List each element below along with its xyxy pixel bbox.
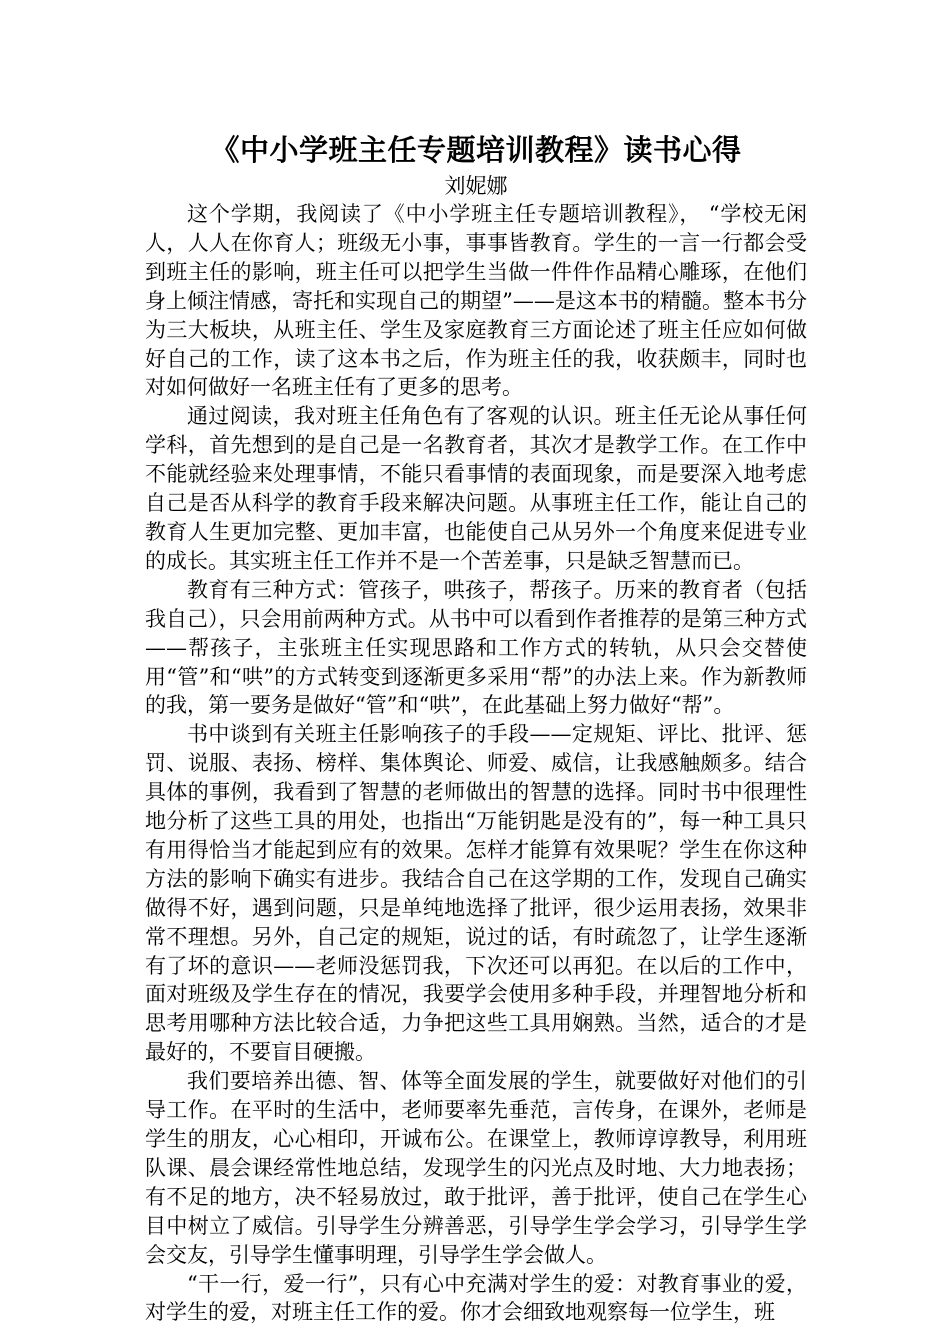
document-title: 《中小学班主任专题培训教程》读书心得	[210, 133, 742, 167]
body-paragraph-3: 教育有三种方式：管孩子，哄孩子，帮孩子。历来的教育者（包括我自己），只会用前两种方式。从书中可以看到作者推荐的是第三种方式——帮孩子，主张班主任实现思路和工作方式的转轨，从只会交替使用“管”和“哄”的方式转变到逐渐更多采用“帮”的办法上来。作为新教师的我，第一要务是做好“管”和“哄”，在此基础上努力做好“帮”。	[145, 577, 807, 718]
document-page	[145, 128, 807, 1327]
body-paragraph-5: 我们要培养出德、智、体等全面发展的学生，就要做好对他们的引导工作。在平时的生活中，老师要率先垂范，言传身，在课外，老师是学生的朋友，心心相印，开诚布公。在课堂上，教师谆谆教导，利用班队课、晨会课经常性地总结，发现学生的闪光点及时地、大力地表扬；有不足的地方，决不轻易放过，敢于批评，善于批评，使自己在学生心目中树立了威信。引导学生分辨善恶，引导学生学会学习，引导学生学会交友，引导学生懂事明理，引导学生学会做人。	[145, 1069, 807, 1267]
document-author: 刘妮娜	[444, 174, 508, 198]
body-paragraph-2: 通过阅读，我对班主任角色有了客观的认识。班主任无论从事任何学科，首先想到的是自己是一名教育者，其次才是教学工作。在工作中不能就经验来处理事情，不能只看事情的表面现象，而是要深入地考虑自己是否从科学的教育手段来解决问题。从事班主任工作，能让自己的教育人生更加完整、更加丰富，也能使自己从另外一个角度来促进专业的成长。其实班主任工作并不是一个苦差事，只是缺乏智慧而已。	[145, 404, 807, 573]
body-paragraph-4: 书中谈到有关班主任影响孩子的手段——定规矩、评比、批评、惩罚、说服、表扬、榜样、集体舆论、师爱、威信，让我感触颇多。结合具体的事例，我看到了智慧的老师做出的智慧的选择。同时书中很理性地分析了这些工具的用处，也指出“万能钥匙是没有的”，每一种工具只有用得恰当才能起到应有的效果。怎样才能算有效果呢？学生在你这种方法的影响下确实有进步。我结合自己在这学期的工作，发现自己确实做得不好，遇到问题，只是单纯地选择了批评，很少运用表扬，效果非常不理想。另外，自己定的规矩，说过的话，有时疏忽了，让学生逐渐有了坏的意识——老师没惩罚我，下次还可以再犯。在以后的工作中，面对班级及学生存在的情况，我要学会使用多种手段，并理智地分析和思考用哪种方法比较合适，力争把这些工具用娴熟。当然，适合的才是最好的，不要盲目硬搬。	[145, 722, 807, 1065]
body-paragraph-1: 这个学期，我阅读了《中小学班主任专题培训教程》， “学校无闲人，人人在你育人；班级无小事，事事皆教育。学生的一言一行都会受到班主任的影响，班主任可以把学生当做一件件作品精心雕琢，在他们身上倾注情感，寄托和实现自己的期望”——是这本书的精髓。整本书分为三大板块，从班主任、学生及家庭教育三方面论述了班主任应如何做好自己的工作，读了这本书之后，作为班主任的我，收获颇丰，同时也对如何做好一名班主任有了更多的思考。	[145, 202, 807, 400]
body-paragraph-6: “干一行，爱一行”，只有心中充满对学生的爱：对教育事业的爱，对学生的爱，对班主任工作的爱。你才会细致地观察每一位学生，班	[145, 1271, 807, 1325]
